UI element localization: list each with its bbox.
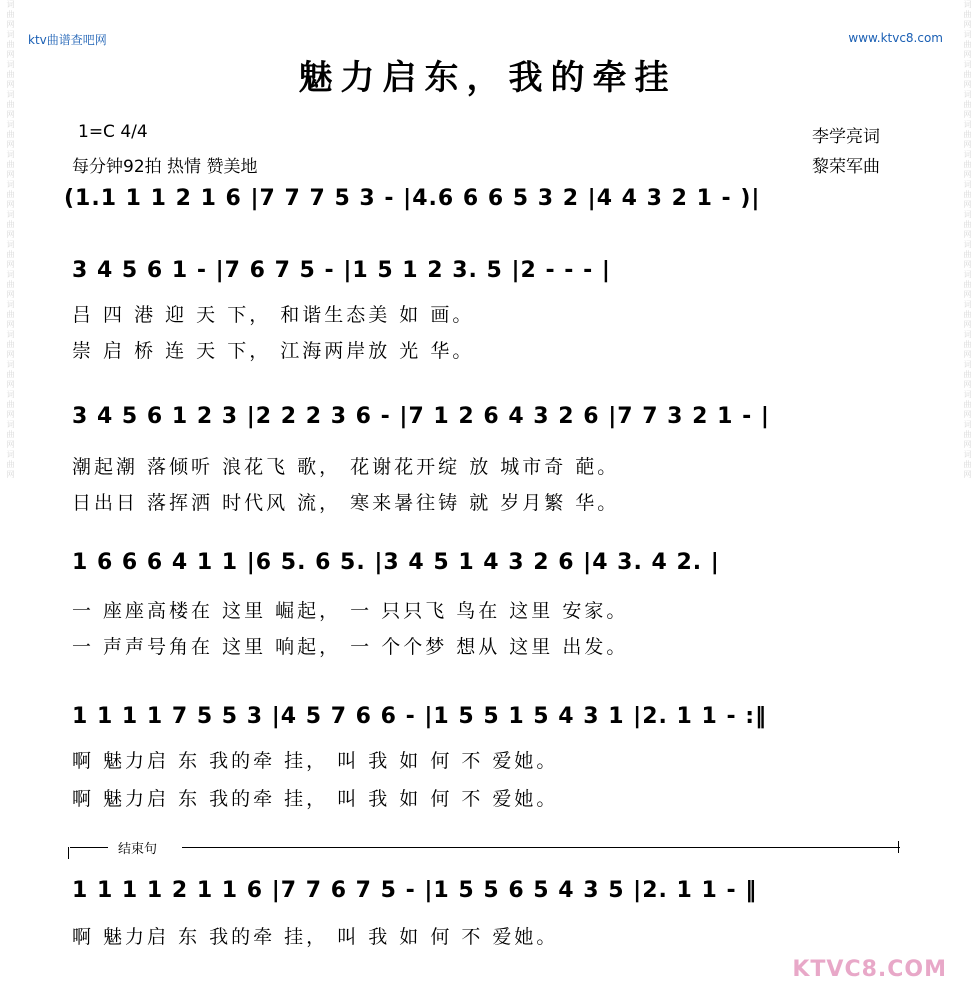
composer-credit: 黎荣军曲 [812,157,880,177]
system-1-lyrics-verse-2: 崇 启 桥 连 天 下， 江海两岸放 光 华。 [72,340,475,362]
system-4-lyrics-verse-1: 啊 魅力启 东 我的牵 挂， 叫 我 如 何 不 爱她。 [72,750,559,772]
system-1-lyrics-verse-1: 吕 四 港 迎 天 下， 和谐生态美 如 画。 [72,304,475,326]
system-4-lyrics-verse-2: 啊 魅力启 东 我的牵 挂， 叫 我 如 何 不 爱她。 [72,788,559,810]
ending-label: 结束句 [118,842,158,857]
system-3-notes: 1 6 6 6 4 1 1 |6 5. 6 5. |3 4 5 1 4 3 2 6 |4 3. 4 2. | [72,550,720,575]
system-2-notes: 3 4 5 6 1 2 3 |2 2 2 3 6 - |7 1 2 6 4 3 2 6 |7 7 3 2 1 - | [72,404,770,429]
system-3-lyrics-verse-2: 一 声声号角在 这里 响起， 一 个个梦 想从 这里 出发。 [72,636,629,658]
system-3-lyrics-verse-1: 一 座座高楼在 这里 崛起， 一 只只飞 鸟在 这里 安家。 [72,600,629,622]
ending-bracket-line [182,847,900,848]
key-time-signature: 1=C 4/4 [78,122,148,142]
ending-bracket-hook-right [898,841,899,853]
intro-notes: (1.1 1 1 2 1 6 |7 7 7 5 3 - |4.6 6 6 5 3 2 |4 4 3 2 1 - )| [64,186,761,211]
side-watermark-right: 词曲网词曲网词曲网词曲网词曲网词曲网词曲网词曲网词曲网词曲网词曲网词曲网词曲网词曲网词曲网词曲网 [963,0,972,480]
system-4-notes: 1 1 1 1 7 5 5 3 |4 5 7 6 6 - |1 5 5 1 5 4 3 1 |2. 1 1 - :‖ [72,704,768,729]
site-logo: KTVC8.COM [792,957,947,982]
system-5-lyrics: 啊 魅力启 东 我的牵 挂， 叫 我 如 何 不 爱她。 [72,926,559,948]
side-watermark-left: 词曲网词曲网词曲网词曲网词曲网词曲网词曲网词曲网词曲网词曲网词曲网词曲网词曲网词曲网词曲网词曲网 [6,0,15,480]
site-name-left[interactable]: ktv曲谱查吧网 [28,33,107,47]
ending-bracket-hook-left [68,847,69,859]
system-2-lyrics-verse-1: 潮起潮 落倾听 浪花飞 歌， 花谢花开绽 放 城市奇 葩。 [72,456,620,478]
system-2-lyrics-verse-2: 日出日 落挥洒 时代风 流， 寒来暑往铸 就 岁月繁 华。 [72,492,620,514]
system-5-notes: 1 1 1 1 2 1 1 6 |7 7 6 7 5 - |1 5 5 6 5 4 3 5 |2. 1 1 - ‖ [72,878,758,903]
lyricist-credit: 李学亮词 [812,127,880,147]
tempo-marking: 每分钟92拍 热情 赞美地 [72,157,258,177]
song-title: 魅力启东，我的牵挂 [298,58,677,98]
system-1-notes: 3 4 5 6 1 - |7 6 7 5 - |1 5 1 2 3. 5 |2 - - - | [72,258,611,283]
site-url-right[interactable]: www.ktvc8.com [848,31,943,45]
ending-bracket-left [70,847,108,848]
